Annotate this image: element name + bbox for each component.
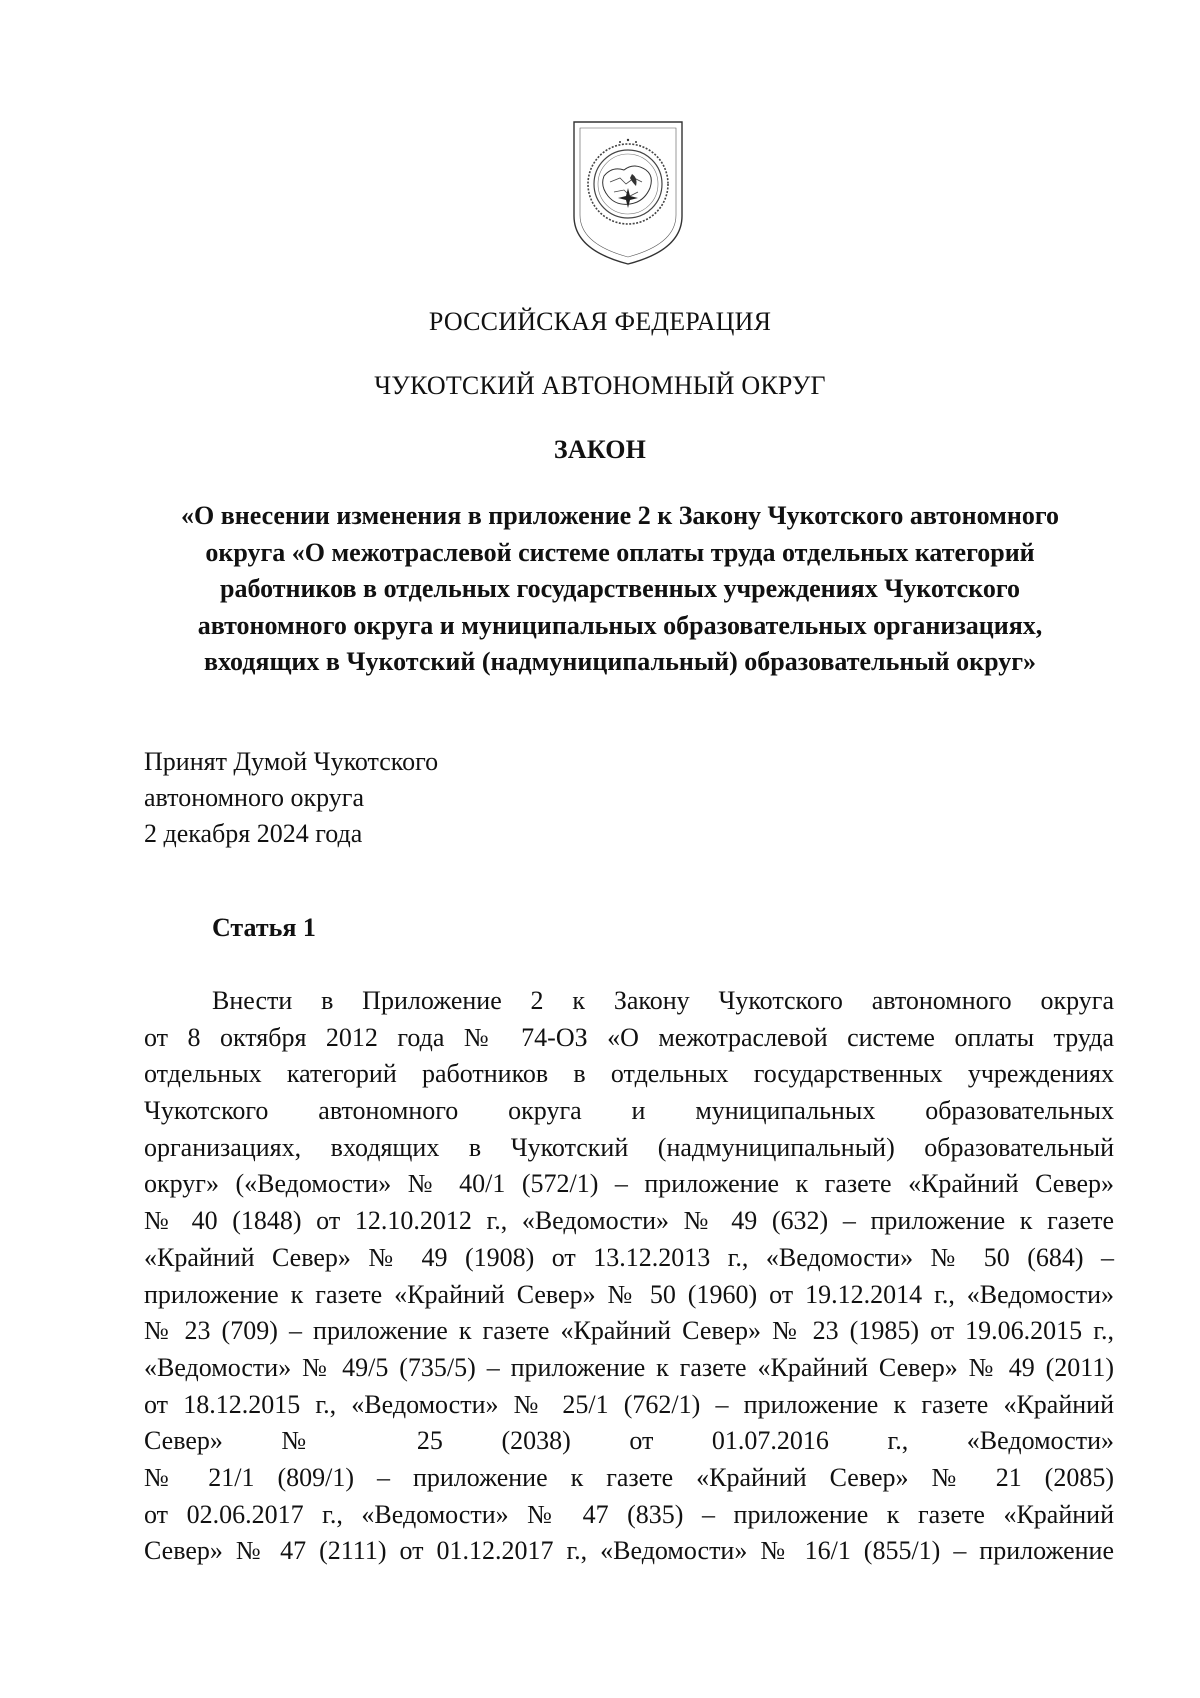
body-line: «Ведомости» № 49/5 (735/5) – приложение к газете «Крайний Север» № 49 (2011) [144,1352,1114,1382]
body-line: от 8 октября 2012 года № 74-ОЗ «О межотраслевой системе оплаты труда [144,1022,1114,1052]
body-line: Чукотского автономного округа и муниципальных образовательных [144,1096,1114,1126]
body-line: Север» № 47 (2111) от 01.12.2017 г., «Ведомости» № 16/1 (855/1) – приложение [144,1536,1114,1566]
adoption-line: автономного округа [144,783,364,812]
law-title [140,498,1100,681]
body-line: от 18.12.2015 г., «Ведомости» № 25/1 (762/1) – приложение к газете «Крайний [144,1389,1114,1419]
coat-of-arms-icon [568,118,688,268]
document-type-heading: ЗАКОН [553,435,647,464]
law-title-line: входящих в Чукотский (надмуниципальный) образовательный округ» [203,647,1037,676]
adoption-line: Принят Думой Чукотского [144,747,439,776]
region-header: ЧУКОТСКИЙ АВТОНОМНЫЙ ОКРУГ [374,371,826,400]
article-body [144,983,1114,1570]
article-heading: Статья 1 [212,913,316,942]
body-line: приложение к газете «Крайний Север» № 50 (1960) от 19.12.2014 г., «Ведомости» [144,1279,1114,1309]
law-title-line: автономного округа и муниципальных образовательных организациях, [197,610,1043,640]
body-line: отдельных категорий работников в отдельных государственных учреждениях [144,1059,1114,1089]
body-line: № 21/1 (809/1) – приложение к газете «Крайний Север» № 21 (2085) [144,1462,1114,1492]
body-line: Север» № 25 (2038) от 01.07.2016 г., «Ведомости» [144,1426,1114,1456]
body-line: № 23 (709) – приложение к газете «Крайний Север» № 23 (1985) от 19.06.2015 г., [144,1316,1114,1346]
law-title-line: работников в отдельных государственных учреждениях Чукотского [220,574,1020,603]
law-title-line: округа «О межотраслевой системе оплаты труда отдельных категорий [205,537,1035,567]
adoption-date: 2 декабря 2024 года [144,819,363,848]
body-line: от 02.06.2017 г., «Ведомости» № 47 (835) – приложение к газете «Крайний [144,1499,1114,1529]
country-header: РОССИЙСКАЯ ФЕДЕРАЦИЯ [428,307,772,336]
body-line: «Крайний Север» № 49 (1908) от 13.12.2013 г., «Ведомости» № 50 (684) – [144,1242,1114,1272]
body-line: № 40 (1848) от 12.10.2012 г., «Ведомости» № 49 (632) – приложение к газете [144,1206,1114,1236]
adoption-block [144,744,438,852]
law-title-line: «О внесении изменения в приложение 2 к Закону Чукотского автономного [180,501,1060,530]
body-line: Внести в Приложение 2 к Закону Чукотского автономного округа [212,986,1114,1015]
body-line: организациях, входящих в Чукотский (надмуниципальный) образовательный [144,1132,1114,1162]
body-line: округ» («Ведомости» № 40/1 (572/1) – приложение к газете «Крайний Север» [144,1169,1114,1199]
